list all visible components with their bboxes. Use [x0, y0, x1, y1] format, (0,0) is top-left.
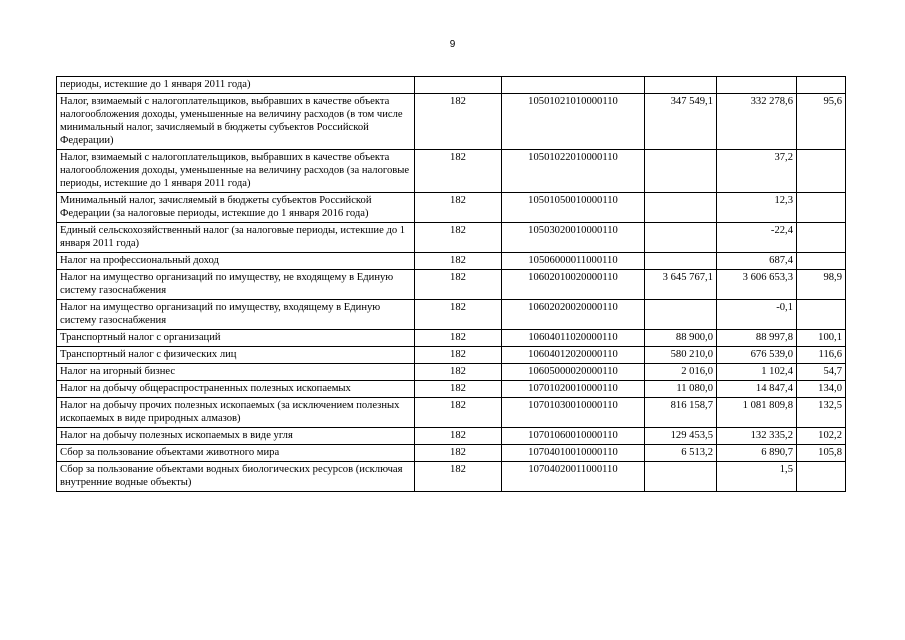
administrator-code-cell: 182: [415, 347, 502, 364]
executed-amount-cell: 88 997,8: [717, 330, 797, 347]
executed-amount-cell: [717, 77, 797, 94]
execution-percent-cell: [797, 462, 846, 492]
budget-classification-code-cell: 10701030010000110: [502, 398, 645, 428]
execution-percent-cell: [797, 253, 846, 270]
budget-classification-code-cell: 10604012020000110: [502, 347, 645, 364]
planned-amount-cell: [645, 77, 717, 94]
income-name-cell: Налог на имущество организаций по имуществу, не входящему в Единую систему газоснабжения: [57, 270, 415, 300]
income-name-cell: Минимальный налог, зачисляемый в бюджеты субъектов Российской Федерации (за налоговые периоды, истекшие до 1 января 2016 года): [57, 193, 415, 223]
administrator-code-cell: 182: [415, 270, 502, 300]
budget-classification-code-cell: 10602010020000110: [502, 270, 645, 300]
administrator-code-cell: [415, 77, 502, 94]
budget-classification-code-cell: 10501021010000110: [502, 94, 645, 150]
executed-amount-cell: 6 890,7: [717, 445, 797, 462]
execution-percent-cell: 98,9: [797, 270, 846, 300]
execution-percent-cell: [797, 223, 846, 253]
execution-percent-cell: 102,2: [797, 428, 846, 445]
table-row: [57, 94, 846, 150]
planned-amount-cell: [645, 253, 717, 270]
administrator-code-cell: 182: [415, 94, 502, 150]
planned-amount-cell: [645, 150, 717, 193]
table-row: [57, 428, 846, 445]
table-row: [57, 253, 846, 270]
table-row: [57, 347, 846, 364]
administrator-code-cell: 182: [415, 330, 502, 347]
planned-amount-cell: 6 513,2: [645, 445, 717, 462]
execution-percent-cell: [797, 150, 846, 193]
budget-classification-code-cell: 10605000020000110: [502, 364, 645, 381]
execution-percent-cell: 116,6: [797, 347, 846, 364]
administrator-code-cell: 182: [415, 381, 502, 398]
planned-amount-cell: 580 210,0: [645, 347, 717, 364]
execution-percent-cell: 100,1: [797, 330, 846, 347]
budget-classification-code-cell: 10602020020000110: [502, 300, 645, 330]
planned-amount-cell: 129 453,5: [645, 428, 717, 445]
table-row: [57, 364, 846, 381]
table-row: [57, 462, 846, 492]
income-name-cell: Налог, взимаемый с налогоплательщиков, выбравших в качестве объекта налогообложения доходы, уменьшенные на величину расходов (в том числе минимальный налог, зачисляемый в бюджеты субъектов Российской Федерации): [57, 94, 415, 150]
page-number: 9: [449, 39, 456, 50]
budget-classification-code-cell: 10503020010000110: [502, 223, 645, 253]
execution-percent-cell: [797, 77, 846, 94]
administrator-code-cell: 182: [415, 223, 502, 253]
execution-percent-cell: 54,7: [797, 364, 846, 381]
execution-percent-cell: 95,6: [797, 94, 846, 150]
income-name-cell: Транспортный налог с организаций: [57, 330, 415, 347]
planned-amount-cell: 88 900,0: [645, 330, 717, 347]
table-row: [57, 445, 846, 462]
income-name-cell: Сбор за пользование объектами животного мира: [57, 445, 415, 462]
executed-amount-cell: 332 278,6: [717, 94, 797, 150]
budget-classification-code-cell: 10701020010000110: [502, 381, 645, 398]
administrator-code-cell: 182: [415, 150, 502, 193]
executed-amount-cell: 1 102,4: [717, 364, 797, 381]
income-name-cell: Налог на добычу прочих полезных ископаемых (за исключением полезных ископаемых в виде природных алмазов): [57, 398, 415, 428]
administrator-code-cell: 182: [415, 462, 502, 492]
execution-percent-cell: [797, 193, 846, 223]
executed-amount-cell: 1 081 809,8: [717, 398, 797, 428]
planned-amount-cell: 347 549,1: [645, 94, 717, 150]
administrator-code-cell: 182: [415, 193, 502, 223]
budget-classification-code-cell: 10704020011000110: [502, 462, 645, 492]
income-name-cell: Налог, взимаемый с налогоплательщиков, выбравших в качестве объекта налогообложения доходы, уменьшенные на величину расходов (за налоговые периоды, истекшие до 1 января 2011 года): [57, 150, 415, 193]
table-row: [57, 330, 846, 347]
table-row: [57, 77, 846, 94]
planned-amount-cell: [645, 462, 717, 492]
administrator-code-cell: 182: [415, 253, 502, 270]
table-row: [57, 150, 846, 193]
income-name-cell: Транспортный налог с физических лиц: [57, 347, 415, 364]
budget-classification-code-cell: 10501022010000110: [502, 150, 645, 193]
executed-amount-cell: 37,2: [717, 150, 797, 193]
planned-amount-cell: [645, 193, 717, 223]
budget-classification-code-cell: 10701060010000110: [502, 428, 645, 445]
income-name-cell: Сбор за пользование объектами водных биологических ресурсов (исключая внутренние водные объекты): [57, 462, 415, 492]
planned-amount-cell: 3 645 767,1: [645, 270, 717, 300]
table-row: [57, 300, 846, 330]
executed-amount-cell: 132 335,2: [717, 428, 797, 445]
executed-amount-cell: 12,3: [717, 193, 797, 223]
budget-classification-code-cell: 10501050010000110: [502, 193, 645, 223]
execution-percent-cell: 105,8: [797, 445, 846, 462]
budget-classification-code-cell: 10604011020000110: [502, 330, 645, 347]
planned-amount-cell: 2 016,0: [645, 364, 717, 381]
table-row: [57, 193, 846, 223]
revenue-table: [56, 76, 846, 492]
executed-amount-cell: 3 606 653,3: [717, 270, 797, 300]
execution-percent-cell: 134,0: [797, 381, 846, 398]
execution-percent-cell: 132,5: [797, 398, 846, 428]
execution-percent-cell: [797, 300, 846, 330]
budget-classification-code-cell: [502, 77, 645, 94]
planned-amount-cell: 816 158,7: [645, 398, 717, 428]
table-row: [57, 381, 846, 398]
administrator-code-cell: 182: [415, 364, 502, 381]
administrator-code-cell: 182: [415, 445, 502, 462]
income-name-cell: Налог на профессиональный доход: [57, 253, 415, 270]
administrator-code-cell: 182: [415, 300, 502, 330]
table-row: [57, 223, 846, 253]
table-row: [57, 270, 846, 300]
executed-amount-cell: -0,1: [717, 300, 797, 330]
executed-amount-cell: -22,4: [717, 223, 797, 253]
administrator-code-cell: 182: [415, 428, 502, 445]
planned-amount-cell: 11 080,0: [645, 381, 717, 398]
income-name-cell: Налог на добычу полезных ископаемых в виде угля: [57, 428, 415, 445]
income-name-cell: Налог на игорный бизнес: [57, 364, 415, 381]
planned-amount-cell: [645, 223, 717, 253]
income-name-cell: Единый сельскохозяйственный налог (за налоговые периоды, истекшие до 1 января 2011 года): [57, 223, 415, 253]
budget-classification-code-cell: 10704010010000110: [502, 445, 645, 462]
executed-amount-cell: 676 539,0: [717, 347, 797, 364]
income-name-cell: периоды, истекшие до 1 января 2011 года): [57, 77, 415, 94]
table-row: [57, 398, 846, 428]
executed-amount-cell: 687,4: [717, 253, 797, 270]
income-name-cell: Налог на имущество организаций по имуществу, входящему в Единую систему газоснабжения: [57, 300, 415, 330]
income-name-cell: Налог на добычу общераспространенных полезных ископаемых: [57, 381, 415, 398]
budget-classification-code-cell: 10506000011000110: [502, 253, 645, 270]
administrator-code-cell: 182: [415, 398, 502, 428]
table-body: [57, 77, 846, 492]
executed-amount-cell: 1,5: [717, 462, 797, 492]
executed-amount-cell: 14 847,4: [717, 381, 797, 398]
planned-amount-cell: [645, 300, 717, 330]
